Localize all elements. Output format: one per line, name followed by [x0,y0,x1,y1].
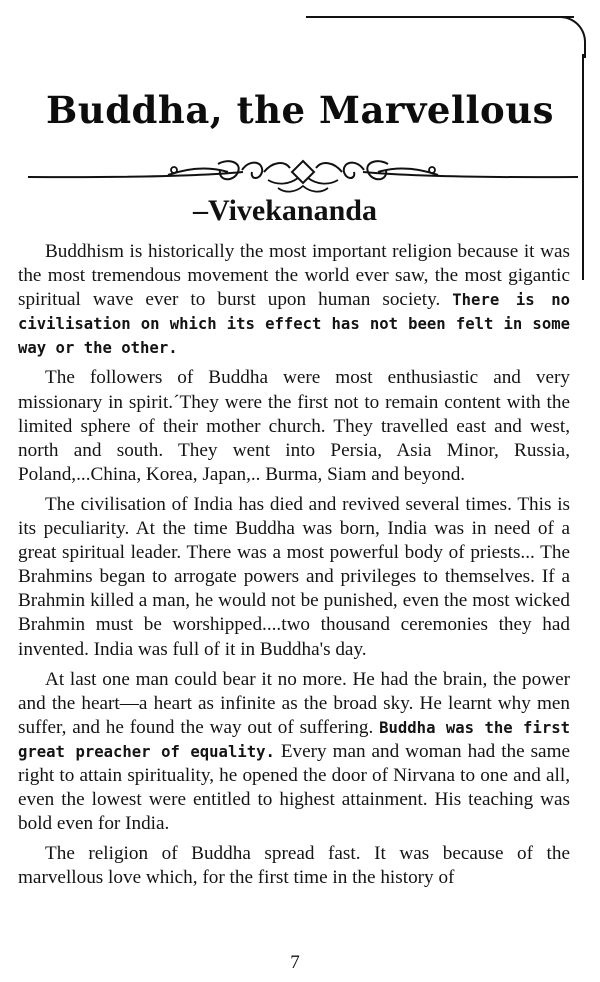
paragraph: The religion of Buddha spread fast. It was because of the marvellous love which, for the first time in the history of [18,843,570,889]
author-byline: –Vivekananda [193,194,377,227]
paragraph: Buddhism is historically the most important religion because it was the most tremendous movement the world ever saw, the most gigantic spiritual wave ever to burst upon human society. There is no civilisation on which its effect has not been felt in some way or the other. [18,241,570,358]
emphasis: There is no civilisation on which its effect has not been felt in some way or the other. [18,291,570,358]
paragraph: At last one man could bear it no more. He had the brain, the power and the heart—a heart as infinite as the broad sky. He learnt why men suffer, and he found the way out of suffering. Buddha was the first great preacher of equality. Every man and woman had the same right to attain spirituality, he opened the door of Nirvana to one and all, even the lowest were entitled to highest attainment. His teaching was bold even for India. [18,668,571,835]
paragraph: The civilisation of India has died and revived several times. This is its peculiarity. At the time Buddha was born, India was in need of a great spiritual leader. There was a most powerful body of priests... The Brahmins began to arrogate powers and privileges to themselves. If a Brahmin killed a man, he would not be punished, even the most wicked Brahmin must be worshipped....two thousand ceremonies they had invented. India was full of it in Buddha's day. [18,493,570,660]
frame-corner [556,16,586,58]
chapter-title: Buddha, the Marvellous [46,88,554,132]
frame-top-line [306,16,574,18]
page-number: 7 [290,952,300,973]
ornamental-divider [28,148,578,198]
body-text [18,240,570,896]
emphasis: Buddha was the first great preacher of equality. [18,718,570,761]
paragraph: The followers of Buddha were most enthusiastic and very missionary in spirit.´They were the first not to remain content with the limited sphere of their mother church. They travelled east and west, north and south. They went into Persia, Asia Minor, Russia, Poland,...China, Korea, Japan,.. Burma, Siam and beyond. [18,367,570,485]
